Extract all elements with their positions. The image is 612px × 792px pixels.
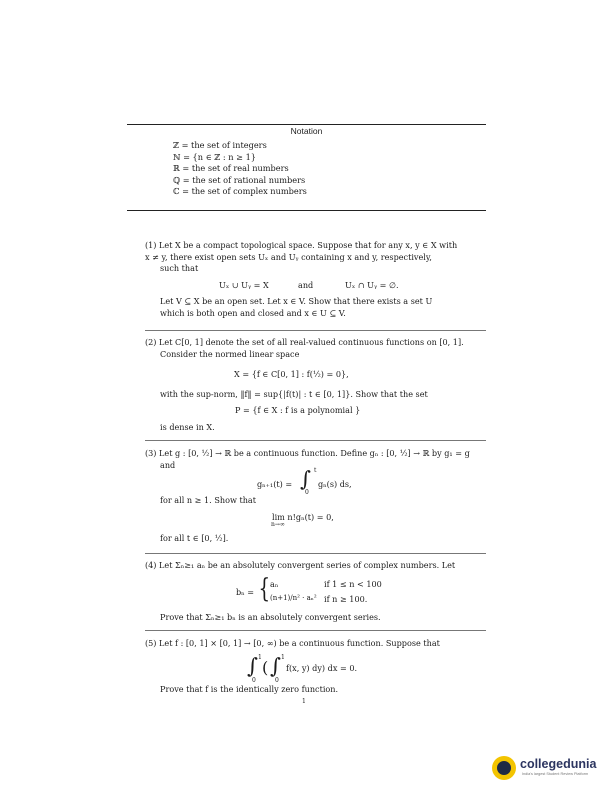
problem-2 [145, 337, 464, 360]
p1-eq-right: Uₓ ∩ Uᵧ = ∅. [345, 280, 399, 290]
logo-wordmark: collegedunia [520, 757, 597, 771]
p5-line2: Prove that f is the identically zero function. [160, 684, 339, 694]
p2-eq1: X = {f ∈ C[0, 1] : f(½) = 0}, [234, 369, 349, 379]
p4-case2-cond: if n ≥ 100. [324, 594, 368, 604]
p5-line1: (5) Let f : [0, 1] × [0, 1] → [0, ∞) be a continuous function. Suppose that [145, 638, 440, 648]
notation-heading: Notation [290, 126, 323, 136]
p3-line3: for all n ≥ 1. Show that [160, 495, 256, 505]
p5-eq: f(x, y) dy) dx = 0. [286, 663, 358, 673]
p4-case1-cond: if 1 ≤ n < 100 [324, 579, 382, 589]
p2-line3: with the sup-norm, ‖f‖ = sup{|f(t)| : t ∈ [0, 1]}. Show that the set [160, 389, 428, 399]
separator-1 [145, 330, 486, 331]
p2-line4: is dense in X. [160, 422, 215, 432]
p4-line2: Prove that Σₙ≥₁ bₙ is an absolutely convergent series. [160, 612, 381, 622]
notation-complex: ℂ = the set of complex numbers [173, 186, 307, 197]
separator-3 [145, 553, 486, 554]
p3-eq2-sub: n→∞ [271, 521, 285, 528]
p1-eq-and: and [298, 280, 314, 290]
p3-eq1-right: gₙ(s) ds, [318, 479, 352, 489]
p3-int-lower: 0 [305, 489, 309, 496]
p5-inner-upper: 1 [281, 654, 285, 661]
p4-line1: (4) Let Σₙ≥₁ aₙ be an absolutely convergent series of complex numbers. Let [145, 560, 456, 570]
p1-line3: such that [160, 263, 199, 273]
notation-rationals: ℚ = the set of rational numbers [173, 174, 306, 185]
p4-case2-val: (n+1)/n² · aₙ² [270, 594, 317, 602]
p2-line2: Consider the normed linear space [160, 348, 300, 359]
top-rule [127, 124, 486, 125]
p3-line1: (3) Let g : [0, ½] → ℝ be a continuous function. Define gₙ : [0, ½] → ℝ by g₁ = g [145, 448, 470, 458]
logo-tagline: India's largest Student Review Platform [522, 772, 589, 776]
p5-outer-lower: 0 [252, 677, 256, 684]
separator-2 [145, 440, 486, 441]
p2-line1: (2) Let C[0, 1] denote the set of all real-valued continuous functions on [0, 1]. [145, 337, 464, 347]
outer-integral-icon: ∫ [247, 654, 258, 678]
p3-eq2: lim n!gₙ(t) = 0, [272, 512, 334, 522]
page-number: 1 [302, 698, 306, 705]
p1-line4: Let V ⊆ X be an open set. Let x ∈ V. Show that there exists a set U [160, 296, 433, 306]
p5-outer-upper: 1 [258, 654, 262, 661]
p3-eq1-left: gₙ₊₁(t) = [257, 479, 293, 489]
p4-bn: bₙ = [236, 587, 255, 597]
notation-naturals: ℕ = {n ∈ ℤ : n ≥ 1} [173, 151, 256, 162]
bottom-rule [127, 210, 486, 211]
inner-integral-icon: ∫ [270, 654, 281, 678]
logo-mascot-icon [497, 761, 511, 775]
notation-integers: ℤ = the set of integers [173, 140, 267, 150]
open-paren-icon: ( [262, 658, 269, 677]
p3-int-upper: t [314, 467, 317, 474]
p1-tail [160, 296, 432, 319]
p3-line4: for all t ∈ [0, ½]. [160, 533, 229, 543]
p3-line2: and [160, 459, 176, 470]
notation-reals: ℝ = the set of real numbers [173, 163, 289, 174]
p5-inner-lower: 0 [275, 677, 279, 684]
problem-1 [145, 240, 457, 275]
p4-case1-val: aₙ [270, 579, 279, 589]
p1-eq-left: Uₓ ∪ Uᵧ = X [219, 280, 269, 290]
left-brace-icon: { [258, 574, 271, 604]
separator-4 [145, 630, 486, 631]
p2-eq2: P = {f ∈ X : f is a polynomial } [235, 405, 361, 415]
p1-line1: (1) Let X be a compact topological space. Suppose that for any x, y ∈ X with [145, 240, 458, 250]
integral-sign-icon: ∫ [300, 467, 311, 491]
p1-line2: x ≠ y, there exist open sets Uₓ and Uᵧ containing x and y, respectively, [145, 251, 432, 262]
notation-list [173, 140, 307, 198]
p1-line5: which is both open and closed and x ∈ U ⊆ V. [160, 307, 346, 318]
